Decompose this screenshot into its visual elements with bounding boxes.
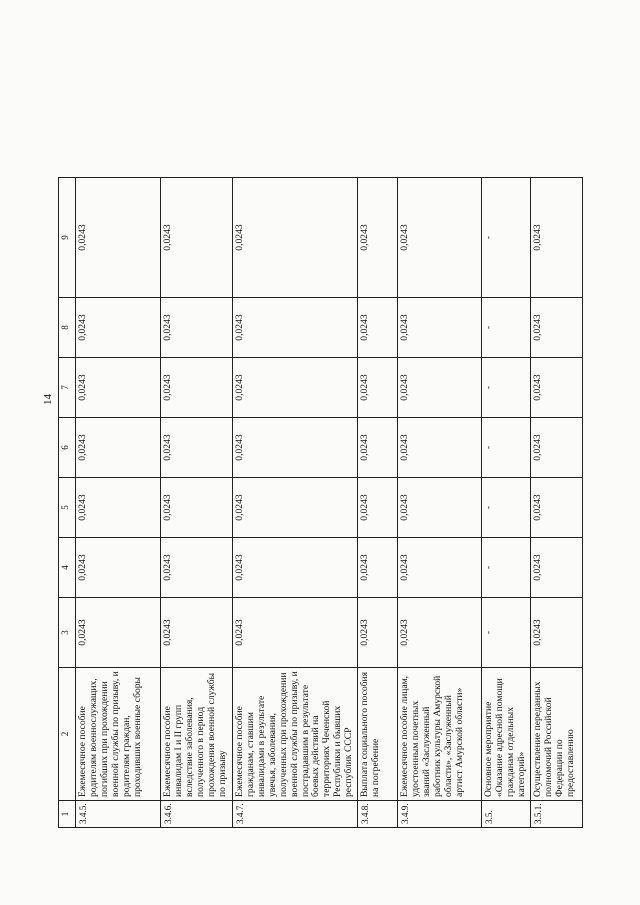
row-value: - xyxy=(482,598,531,668)
row-value: 0,0243 xyxy=(161,298,233,358)
row-value: - xyxy=(482,358,531,418)
row-value: 0,0243 xyxy=(398,478,482,538)
row-value: 0,0243 xyxy=(161,538,233,598)
row-value: - xyxy=(482,418,531,478)
row-name: Осуществление переданных полномочий Российской Федерации по предоставлению xyxy=(530,668,582,801)
row-name: Ежемесячное пособие родителям военнослужащих, погибших при прохождении военной службы по призыву, и родителям граждан, проходивших военные сборы xyxy=(76,668,161,801)
table-row xyxy=(233,178,358,828)
row-value: 0,0243 xyxy=(530,358,582,418)
header-cell: 8 xyxy=(59,298,76,358)
row-name: Ежемесячное пособие лицам, удостоенным почетных званий «Заслуженный работник культуры Амурской области», «Заслуженный артист Амурской области» xyxy=(398,668,482,801)
row-name: Ежемесячное пособие гражданам, ставшим инвалидами в результате увечья, заболевания, полученных при прохождении военной службы по призыву, и пострадавшим в результате боевых действий на территориях Чеченской Республики и бывших республик СССР xyxy=(233,668,358,801)
row-id: 3.4.6. xyxy=(161,801,233,828)
page-number: 14 xyxy=(42,394,54,405)
row-value: 0,0243 xyxy=(398,538,482,598)
row-name: Выплата социального пособия на погребение xyxy=(358,668,398,801)
row-value: 0,0243 xyxy=(161,478,233,538)
header-cell: 3 xyxy=(59,598,76,668)
row-value: 0,0243 xyxy=(233,478,358,538)
header-cell: 9 xyxy=(59,178,76,298)
row-value: 0,0243 xyxy=(161,418,233,478)
row-value: 0,0243 xyxy=(530,418,582,478)
table-row xyxy=(530,178,582,828)
row-value: 0,0243 xyxy=(530,298,582,358)
row-name: Ежемесячное пособие инвалидам I и II групп вследствие заболевания, полученного в период прохождения военной службы по призыву xyxy=(161,668,233,801)
row-value: 0,0243 xyxy=(530,178,582,298)
table-row xyxy=(358,178,398,828)
row-value: 0,0243 xyxy=(233,538,358,598)
row-value: 0,0243 xyxy=(358,178,398,298)
row-value: 0,0243 xyxy=(76,598,161,668)
rotated-table-wrapper xyxy=(58,178,583,828)
row-value: 0,0243 xyxy=(233,178,358,298)
row-name: Основное мероприятие «Оказание адресной помощи гражданам отдельных категорий» xyxy=(482,668,531,801)
row-value: 0,0243 xyxy=(358,598,398,668)
header-cell: 5 xyxy=(59,478,76,538)
table-header-row xyxy=(59,178,76,828)
table-row xyxy=(398,178,482,828)
row-value: 0,0243 xyxy=(233,598,358,668)
row-value: 0,0243 xyxy=(398,358,482,418)
row-value: 0,0243 xyxy=(398,598,482,668)
row-value: 0,0243 xyxy=(530,538,582,598)
header-cell: 2 xyxy=(59,668,76,801)
row-value: - xyxy=(482,478,531,538)
row-value: - xyxy=(482,178,531,298)
row-value: 0,0243 xyxy=(76,178,161,298)
row-value: 0,0243 xyxy=(161,598,233,668)
table-row xyxy=(76,178,161,828)
row-value: 0,0243 xyxy=(358,298,398,358)
row-value: 0,0243 xyxy=(76,418,161,478)
row-value: 0,0243 xyxy=(398,298,482,358)
row-value: 0,0243 xyxy=(161,358,233,418)
row-id: 3.4.7. xyxy=(233,801,358,828)
row-value: 0,0243 xyxy=(161,178,233,298)
table-row xyxy=(482,178,531,828)
row-value: 0,0243 xyxy=(76,538,161,598)
row-value: 0,0243 xyxy=(358,358,398,418)
row-value: 0,0243 xyxy=(233,418,358,478)
row-value: 0,0243 xyxy=(76,358,161,418)
header-cell: 6 xyxy=(59,418,76,478)
row-id: 3.5.1. xyxy=(530,801,582,828)
row-value: - xyxy=(482,538,531,598)
row-id: 3.4.8. xyxy=(358,801,398,828)
row-id: 3.5. xyxy=(482,801,531,828)
header-cell: 1 xyxy=(59,801,76,828)
header-cell: 7 xyxy=(59,358,76,418)
table-row xyxy=(161,178,233,828)
row-value: 0,0243 xyxy=(233,298,358,358)
indicator-table xyxy=(58,177,583,828)
row-value: 0,0243 xyxy=(398,418,482,478)
row-id: 3.4.9. xyxy=(398,801,482,828)
row-value: 0,0243 xyxy=(76,478,161,538)
row-value: 0,0243 xyxy=(233,358,358,418)
row-value: 0,0243 xyxy=(358,538,398,598)
row-value: 0,0243 xyxy=(398,178,482,298)
row-id: 3.4.5. xyxy=(76,801,161,828)
row-value: 0,0243 xyxy=(76,298,161,358)
row-value: 0,0243 xyxy=(530,478,582,538)
row-value: 0,0243 xyxy=(358,478,398,538)
row-value: - xyxy=(482,298,531,358)
row-value: 0,0243 xyxy=(358,418,398,478)
row-value: 0,0243 xyxy=(530,598,582,668)
header-cell: 4 xyxy=(59,538,76,598)
